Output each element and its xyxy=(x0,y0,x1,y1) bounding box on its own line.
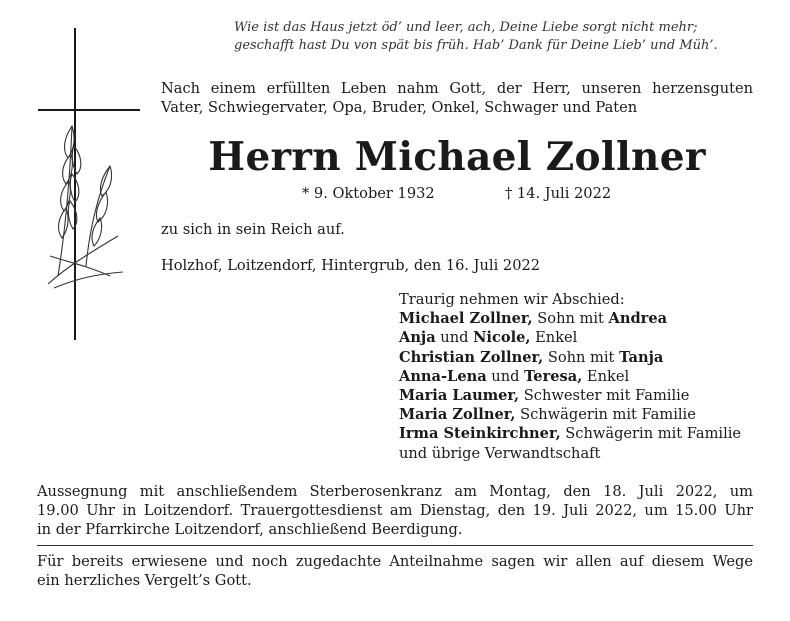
list-item: Michael Zollner, Sohn mit Andrea xyxy=(399,310,668,328)
thanks-line: Für bereits erwiesene und noch zugedachte Anteilnahme sagen wir allen auf diesem Wege xyxy=(37,553,753,570)
list-item: Christian Zollner, Sohn mit Tanja xyxy=(399,348,664,366)
closing-intro: zu sich in sein Reich auf. xyxy=(161,221,345,238)
list-item: Anja und Nicole, Enkel xyxy=(399,329,578,347)
service-info xyxy=(37,482,753,539)
mourners-heading: Traurig nehmen wir Abschied: xyxy=(399,291,625,308)
poem-line: geschafft hast Du von spät bis früh. Hab’ Dank für Deine Lieb’ und Müh’. xyxy=(234,38,718,53)
service-line: Aussegnung mit anschließendem Sterberosenkranz am Montag, den 18. Juli 2022, um xyxy=(37,483,753,500)
intro-text xyxy=(161,79,753,117)
intro-line: Vater, Schwiegervater, Opa, Bruder, Onkel, Schwager und Paten xyxy=(161,99,638,116)
death-date: † 14. Juli 2022 xyxy=(505,185,612,202)
birth-date: * 9. Oktober 1932 xyxy=(302,185,435,202)
mourners-footer: und übrige Verwandtschaft xyxy=(399,444,601,462)
poem xyxy=(230,19,760,55)
deceased-name: Herrn Michael Zollner xyxy=(208,134,706,180)
list-item: Maria Zollner, Schwägerin mit Familie xyxy=(399,406,696,424)
mourners-list xyxy=(399,290,759,463)
intro-line: Nach einem erfüllten Leben nahm Gott, der Herr, unseren herzensguten xyxy=(161,80,753,97)
poem-line: Wie ist das Haus jetzt öd’ und leer, ach, Deine Liebe sorgt nicht mehr; xyxy=(234,20,698,35)
service-line: 19.00 Uhr in Loitzendorf. Trauergottesdienst am Dienstag, den 19. Juli 2022, um 15.00 Uhr xyxy=(37,502,753,519)
thanks-line: ein herzliches Vergelt’s Gott. xyxy=(37,572,252,589)
divider xyxy=(37,545,753,546)
list-item: Irma Steinkirchner, Schwägerin mit Familie xyxy=(399,425,742,443)
place-date: Holzhof, Loitzendorf, Hintergrub, den 16. Juli 2022 xyxy=(161,257,541,274)
wheat-icon xyxy=(48,126,123,288)
service-line: in der Pfarrkirche Loitzendorf, anschließend Beerdigung. xyxy=(37,521,463,538)
list-item: Anna-Lena und Teresa, Enkel xyxy=(399,367,630,385)
cross-icon xyxy=(28,26,148,344)
thanks-text xyxy=(37,552,753,590)
list-item: Maria Laumer, Schwester mit Familie xyxy=(399,387,690,405)
